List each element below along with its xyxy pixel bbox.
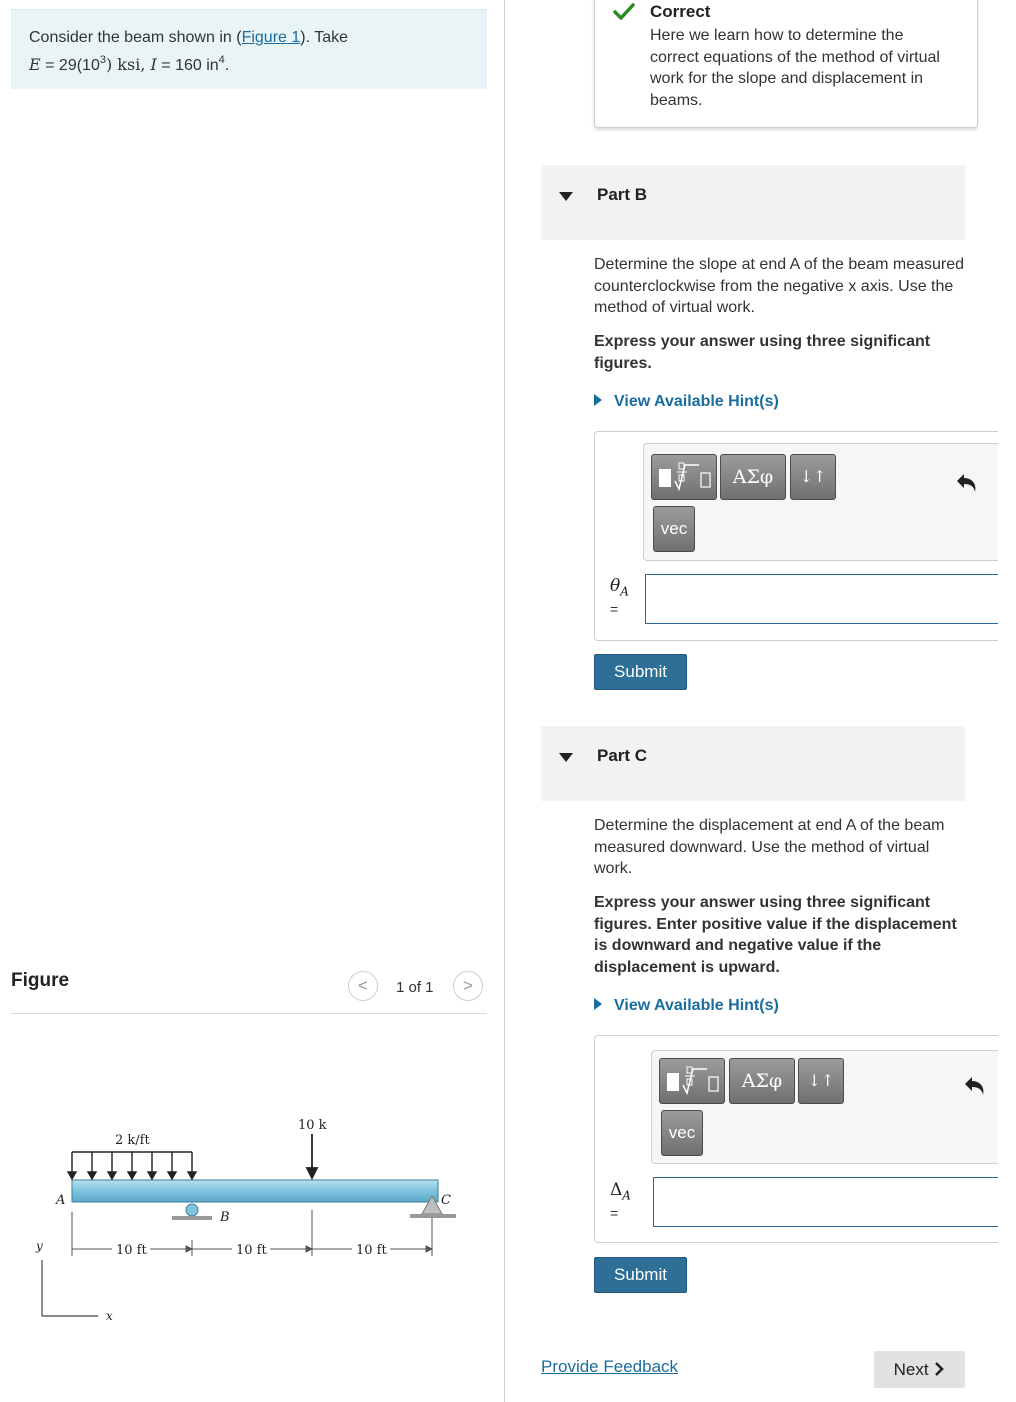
- caret-down-icon[interactable]: [559, 192, 573, 201]
- part-c-hint-link[interactable]: View Available Hint(s): [594, 997, 779, 1015]
- roller-support-b: [172, 1204, 212, 1220]
- next-button[interactable]: [874, 1351, 965, 1388]
- check-icon: [613, 1, 635, 23]
- caret-down-icon[interactable]: [559, 753, 573, 762]
- dimension-label-2: 10 ft: [236, 1243, 267, 1258]
- part-b-question: Determine the slope at end A of the beam measured counterclockwise from the negative x axis. Use the method of virtual work.: [594, 256, 965, 316]
- correct-title: Correct: [650, 2, 711, 21]
- part-b-variable-label: $\theta_A$: [610, 576, 629, 599]
- figure-prev-button[interactable]: <: [348, 971, 378, 1001]
- problem-statement: Consider the beam shown in (Figure 1). Take $E = 29(10^3)$ ksi, I = 160 $in^4$.: [29, 29, 348, 74]
- figure-next-button[interactable]: >: [453, 971, 483, 1001]
- part-b-equals-sign: =: [610, 601, 619, 617]
- part-c-variable-label: $\Delta_A$: [610, 1180, 631, 1203]
- fraction-sqrt-icon: [661, 1059, 723, 1103]
- part-b-vec-button[interactable]: vec: [653, 506, 695, 552]
- figure-title: Figure: [11, 970, 70, 991]
- axis-y-label: y: [36, 1239, 43, 1253]
- next-button-label: Next: [893, 1360, 929, 1379]
- dimension-label-1: 10 ft: [116, 1243, 147, 1258]
- part-b-instruction: Express your answer using three significant figures.: [594, 333, 931, 372]
- part-b-label: Part B: [597, 185, 648, 204]
- chevron-right-icon: [933, 1362, 945, 1376]
- part-c-arrows-button[interactable]: ↓↑: [798, 1058, 844, 1104]
- point-load-label: 10 k: [298, 1118, 327, 1133]
- part-b-greek-button[interactable]: ΑΣφ: [720, 454, 786, 500]
- part-c-template-button[interactable]: [659, 1058, 725, 1104]
- part-b-hint-link[interactable]: View Available Hint(s): [594, 393, 779, 411]
- part-c-vec-button[interactable]: vec: [661, 1110, 703, 1156]
- part-c-answer-input[interactable]: [653, 1177, 998, 1227]
- label-c: C: [441, 1193, 451, 1208]
- triangle-right-icon: [594, 998, 602, 1010]
- coordinate-axes: [42, 1260, 98, 1316]
- figure-link[interactable]: Figure 1: [241, 29, 301, 46]
- point-load-arrow: [307, 1134, 317, 1178]
- figure-pager-text: 1 of 1: [396, 979, 434, 996]
- part-c-instruction: Express your answer using three significant figures. Enter positive value if the displacement is downward and negative value if the displacement is upward.: [594, 894, 957, 976]
- part-c-greek-button[interactable]: ΑΣφ: [729, 1058, 795, 1104]
- undo-icon[interactable]: [963, 1073, 989, 1099]
- undo-icon[interactable]: [955, 470, 981, 496]
- label-b: B: [220, 1210, 230, 1225]
- axis-x-label: x: [106, 1309, 113, 1323]
- part-b-submit-button[interactable]: Submit: [594, 654, 687, 690]
- part-b-answer-input[interactable]: [645, 574, 998, 624]
- beam-figure: [20, 1100, 470, 1330]
- part-b-template-button[interactable]: [651, 454, 717, 500]
- part-c-label: Part C: [597, 746, 648, 765]
- correct-message: Here we learn how to determine the correct equations of the method of virtual work for the slope and displacement in beams.: [650, 27, 940, 109]
- dimension-label-3: 10 ft: [356, 1243, 387, 1258]
- figure-divider: [11, 1013, 487, 1014]
- part-c-equals-sign: =: [610, 1205, 619, 1221]
- fraction-sqrt-icon: [653, 455, 715, 499]
- provide-feedback-link[interactable]: Provide Feedback: [541, 1357, 679, 1376]
- beam: [72, 1180, 438, 1202]
- distributed-load-label: 2 k/ft: [115, 1133, 150, 1148]
- part-c-question: Determine the displacement at end A of the beam measured downward. Use the method of virtual work.: [594, 817, 945, 877]
- distributed-load-arrows: [68, 1152, 196, 1179]
- column-divider: [504, 0, 505, 1402]
- part-c-submit-button[interactable]: Submit: [594, 1257, 687, 1293]
- label-a: A: [56, 1193, 66, 1208]
- part-b-arrows-button[interactable]: ↓↑: [790, 454, 836, 500]
- triangle-right-icon: [594, 394, 602, 406]
